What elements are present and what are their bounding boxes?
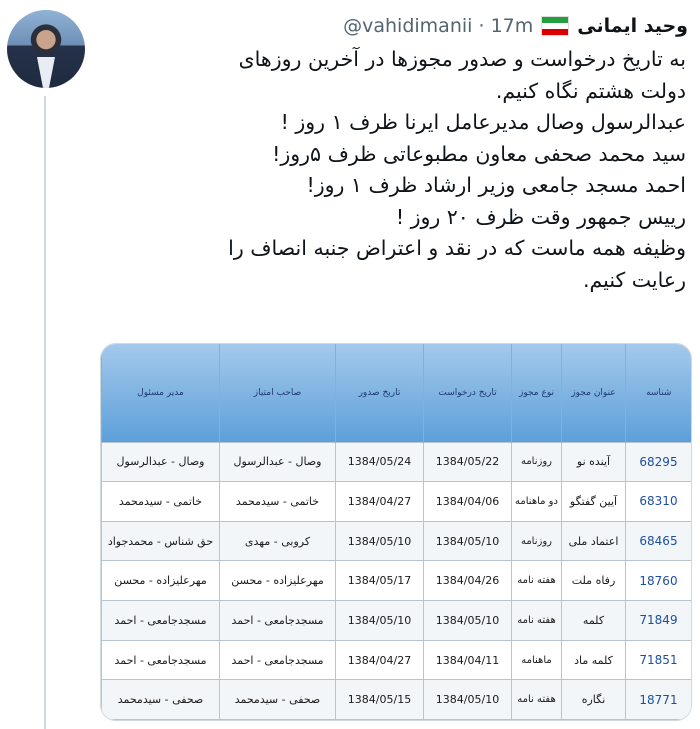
table-cell: 1384/05/10 (424, 521, 512, 561)
tweet-line: به تاریخ درخواست و صدور مجوزها در آخرین روزهای (238, 47, 686, 71)
table-cell: 1384/04/11 (424, 640, 512, 680)
license-table (101, 344, 692, 720)
table-cell: نگاره (562, 680, 626, 720)
table-cell: 68310 (626, 482, 692, 522)
table-cell: کروبی - مهدی (220, 521, 336, 561)
table-cell: 1384/04/27 (336, 482, 424, 522)
tweet-line: رعایت کنیم. (582, 267, 686, 292)
table-cell: صحفی - سیدمحمد (220, 680, 336, 720)
table-cell: خاتمی - سیدمحمد (220, 482, 336, 522)
thread-line (44, 96, 46, 729)
table-cell: 18760 (626, 561, 692, 601)
table-cell: هفته نامه (512, 601, 562, 641)
table-header-row (102, 344, 692, 442)
iran-flag-icon (541, 16, 569, 36)
column-header: صاحب امتیاز (220, 344, 336, 442)
column-header: نوع مجوز (512, 344, 562, 442)
table-cell: 1384/05/17 (336, 561, 424, 601)
table-row (102, 482, 692, 522)
column-header: مدیر مسئول (102, 344, 220, 442)
table-cell: آیین گفتگو (562, 482, 626, 522)
table-cell: خاتمی - سیدمحمد (102, 482, 220, 522)
table-cell: رفاه ملت (562, 561, 626, 601)
tweet-text (96, 44, 686, 296)
table-cell: 1384/05/22 (424, 442, 512, 482)
table-cell: هفته نامه (512, 561, 562, 601)
table-cell: مسجدجامعی - احمد (102, 640, 220, 680)
table-cell: روزنامه (512, 521, 562, 561)
table-cell: هفته نامه (512, 680, 562, 720)
table-cell: حق شناس - محمدجواد (102, 521, 220, 561)
table-cell: دو ماهنامه (512, 482, 562, 522)
table-row (102, 561, 692, 601)
attached-image[interactable] (100, 343, 692, 721)
table-cell: 1384/05/10 (336, 521, 424, 561)
tweet-line: احمد مسجد جامعی وزیر ارشاد ظرف ۱ روز! (306, 173, 686, 197)
display-name[interactable]: وحید ایمانی (577, 15, 688, 37)
table-row (102, 680, 692, 720)
table-cell: 1384/05/10 (424, 680, 512, 720)
table-cell: کلمه (562, 601, 626, 641)
separator: · (478, 15, 485, 37)
table-cell: 1384/04/27 (336, 640, 424, 680)
table-cell: مسجدجامعی - احمد (102, 601, 220, 641)
tweet-line: رییس جمهور وقت ظرف ۲۰ روز ! (395, 204, 686, 229)
tweet-line: عبدالرسول وصال مدیرعامل ایرنا ظرف ۱ روز ! (280, 110, 686, 134)
table-cell: ماهنامه (512, 640, 562, 680)
timestamp[interactable]: 17m (490, 15, 534, 37)
column-header: تاریخ درخواست (424, 344, 512, 442)
avatar[interactable] (7, 10, 85, 88)
table-row (102, 521, 692, 561)
handle[interactable] (343, 15, 533, 37)
flag-stripe-red (542, 29, 568, 35)
table-cell: 68465 (626, 521, 692, 561)
table-cell: 71849 (626, 601, 692, 641)
table-cell: 1384/05/10 (336, 601, 424, 641)
table-row (102, 640, 692, 680)
table-cell: 1384/04/06 (424, 482, 512, 522)
table-body (102, 442, 692, 720)
table-cell: مسجدجامعی - احمد (220, 601, 336, 641)
table-cell: کلمه ماد (562, 640, 626, 680)
tweet-line: دولت هشتم نگاه کنیم. (495, 78, 686, 103)
table-cell: وصال - عبدالرسول (220, 442, 336, 482)
table-cell: 68295 (626, 442, 692, 482)
column-header: شناسه (626, 344, 692, 442)
tweet-line: سید محمد صحفی معاون مطبوعاتی ظرف ۵روز! (272, 141, 686, 166)
table-cell: 1384/05/15 (336, 680, 424, 720)
table-cell: 1384/05/24 (336, 442, 424, 482)
tweet-header (343, 10, 688, 42)
tweet-line: وظیفه همه ماست که در نقد و اعتراض جنبه انصاف را (228, 236, 686, 260)
table-cell: مسجدجامعی - احمد (220, 640, 336, 680)
table-cell: مهرعلیزاده - محسن (102, 561, 220, 601)
table-row (102, 442, 692, 482)
table-cell: اعتماد ملی (562, 521, 626, 561)
avatar-figure (31, 57, 61, 88)
column-header: عنوان مجوز (562, 344, 626, 442)
table-cell: وصال - عبدالرسول (102, 442, 220, 482)
username[interactable]: @vahidimanii (343, 15, 473, 37)
table-cell: 1384/04/26 (424, 561, 512, 601)
table-cell: 18771 (626, 680, 692, 720)
table-cell: مهرعلیزاده - محسن (220, 561, 336, 601)
table-row (102, 601, 692, 641)
table-cell: صحفی - سیدمحمد (102, 680, 220, 720)
column-header: تاریخ صدور (336, 344, 424, 442)
table-cell: 1384/05/10 (424, 601, 512, 641)
table-cell: 71851 (626, 640, 692, 680)
table-cell: روزنامه (512, 442, 562, 482)
table-cell: آینده نو (562, 442, 626, 482)
